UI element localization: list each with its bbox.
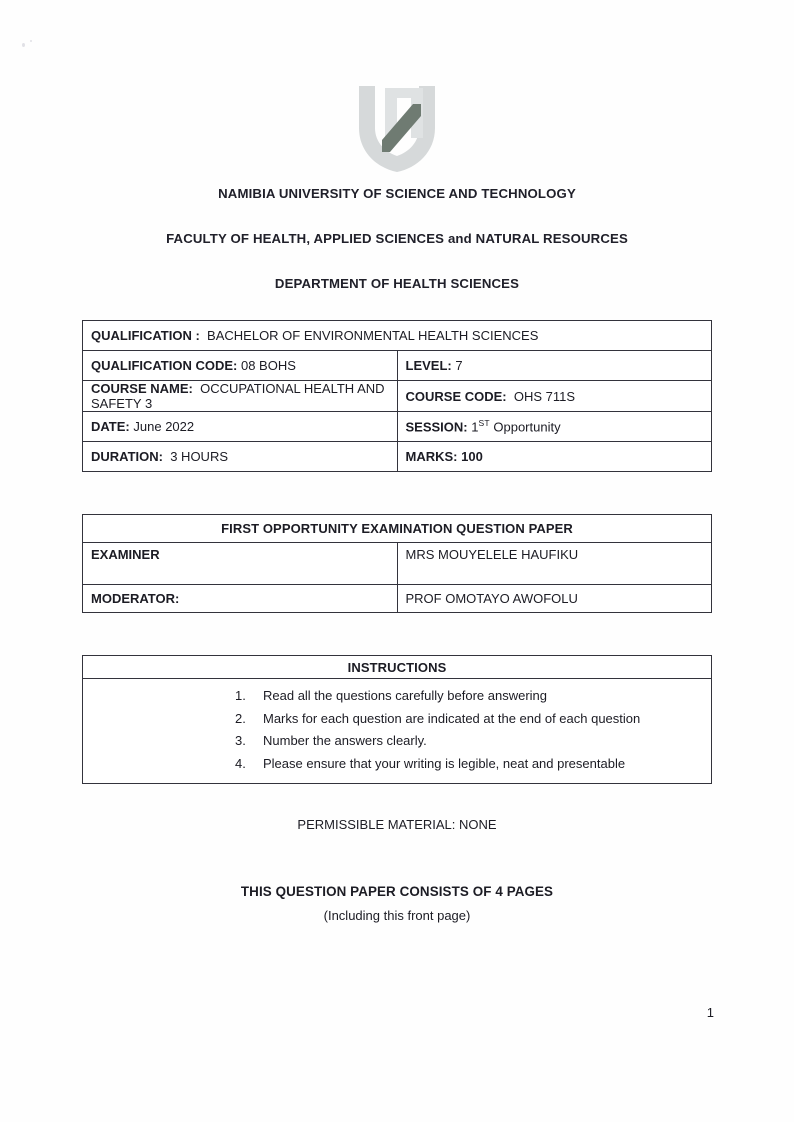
qualification-value: BACHELOR OF ENVIRONMENTAL HEALTH SCIENCES xyxy=(207,328,539,343)
table-row-date xyxy=(83,412,712,442)
course-code-cell xyxy=(397,381,712,412)
marks-cell xyxy=(397,442,712,472)
page-headings xyxy=(0,186,794,291)
level-label: LEVEL: xyxy=(405,358,452,373)
list-item-number: 2. xyxy=(235,710,246,726)
nust-shield-logo xyxy=(349,82,445,174)
scan-artifact-speck xyxy=(22,43,25,47)
table-row-qualification xyxy=(83,321,712,351)
course-name-cell xyxy=(83,381,398,412)
list-item xyxy=(91,753,703,776)
list-item-text: Please ensure that your writing is legible, neat and presentable xyxy=(263,755,626,771)
instructions-table xyxy=(82,655,712,784)
page-number: 1 xyxy=(706,1005,714,1020)
marks-label: MARKS: xyxy=(405,449,458,464)
faculty-name xyxy=(0,231,794,246)
list-item xyxy=(91,685,703,708)
list-item-number: 4. xyxy=(235,755,246,771)
institution-name: NAMIBIA UNIVERSITY OF SCIENCE AND TECHNOLOGY xyxy=(218,186,576,201)
moderator-label: MODERATOR: xyxy=(83,585,398,613)
qualification-code-cell xyxy=(83,351,398,381)
table-row-duration xyxy=(83,442,712,472)
qualification-details-table xyxy=(82,320,712,472)
department-name: DEPARTMENT OF HEALTH SCIENCES xyxy=(274,276,520,291)
list-item xyxy=(91,730,703,753)
duration-value: 3 HOURS xyxy=(170,449,229,464)
faculty-name-prefix: FACULTY OF HEALTH, APPLIED SCIENCES xyxy=(166,231,448,246)
table-row-course-name xyxy=(83,381,712,412)
page-count-subnote: (Including this front page) xyxy=(323,908,471,923)
marks-value: 100 xyxy=(461,449,483,464)
session-label: SESSION: xyxy=(405,419,468,435)
date-cell xyxy=(83,412,398,442)
examiner-table xyxy=(82,514,712,613)
moderator-value: PROF OMOTAYO AWOFOLU xyxy=(397,585,712,613)
qualification-label: QUALIFICATION : xyxy=(91,328,200,343)
date-label: DATE: xyxy=(91,419,130,434)
permissible-material-note: PERMISSIBLE MATERIAL: NONE xyxy=(297,817,497,832)
list-item xyxy=(91,708,703,731)
faculty-name-conjunction: and xyxy=(447,231,472,246)
level-value: 7 xyxy=(455,358,463,373)
course-code-label: COURSE CODE: xyxy=(405,388,507,404)
examiner-table-header: FIRST OPPORTUNITY EXAMINATION QUESTION PAPER xyxy=(83,515,712,543)
duration-cell xyxy=(83,442,398,472)
session-value-rest: Opportunity xyxy=(493,419,561,435)
level-cell xyxy=(397,351,712,381)
table-row-examiner xyxy=(83,543,712,585)
table-row-qualification-code xyxy=(83,351,712,381)
course-code-value: OHS 711S xyxy=(513,388,576,404)
qualification-code-value: 08 BOHS xyxy=(240,358,296,373)
list-item-text: Read all the questions carefully before answering xyxy=(263,688,548,703)
list-item-text: Marks for each question are indicated at the end of each question xyxy=(263,710,641,726)
logo-container xyxy=(0,82,794,174)
table-row-moderator xyxy=(83,585,712,613)
list-item-number: 3. xyxy=(235,733,246,748)
date-value: June 2022 xyxy=(133,419,195,434)
qualification-code-label: QUALIFICATION CODE: xyxy=(91,358,238,373)
duration-label: DURATION: xyxy=(91,449,163,464)
instructions-list xyxy=(91,685,703,775)
session-value-number: 1 xyxy=(471,419,479,435)
table-row-instructions-body xyxy=(83,679,712,784)
examiner-value: MRS MOUYELELE HAUFIKU xyxy=(397,543,712,585)
page-count-note: THIS QUESTION PAPER CONSISTS OF 4 PAGES xyxy=(240,884,554,899)
list-item-text: Number the answers clearly. xyxy=(263,733,427,748)
instructions-header: INSTRUCTIONS xyxy=(83,656,712,679)
table-row-examiner-header xyxy=(83,515,712,543)
list-item-number: 1. xyxy=(235,688,246,703)
session-value-ordinal: ST xyxy=(478,418,490,429)
table-row-instructions-header xyxy=(83,656,712,679)
course-name-label: COURSE NAME: xyxy=(91,381,193,396)
qualification-cell xyxy=(83,321,712,351)
faculty-name-suffix: NATURAL RESOURCES xyxy=(471,231,628,246)
session-cell xyxy=(397,412,712,442)
course-name-value: OCCUPATIONAL HEALTH AND SAFETY 3 xyxy=(91,381,385,411)
examiner-label: EXAMINER xyxy=(83,543,398,585)
scan-artifact-speck xyxy=(30,40,32,42)
instructions-body-cell xyxy=(83,679,712,784)
